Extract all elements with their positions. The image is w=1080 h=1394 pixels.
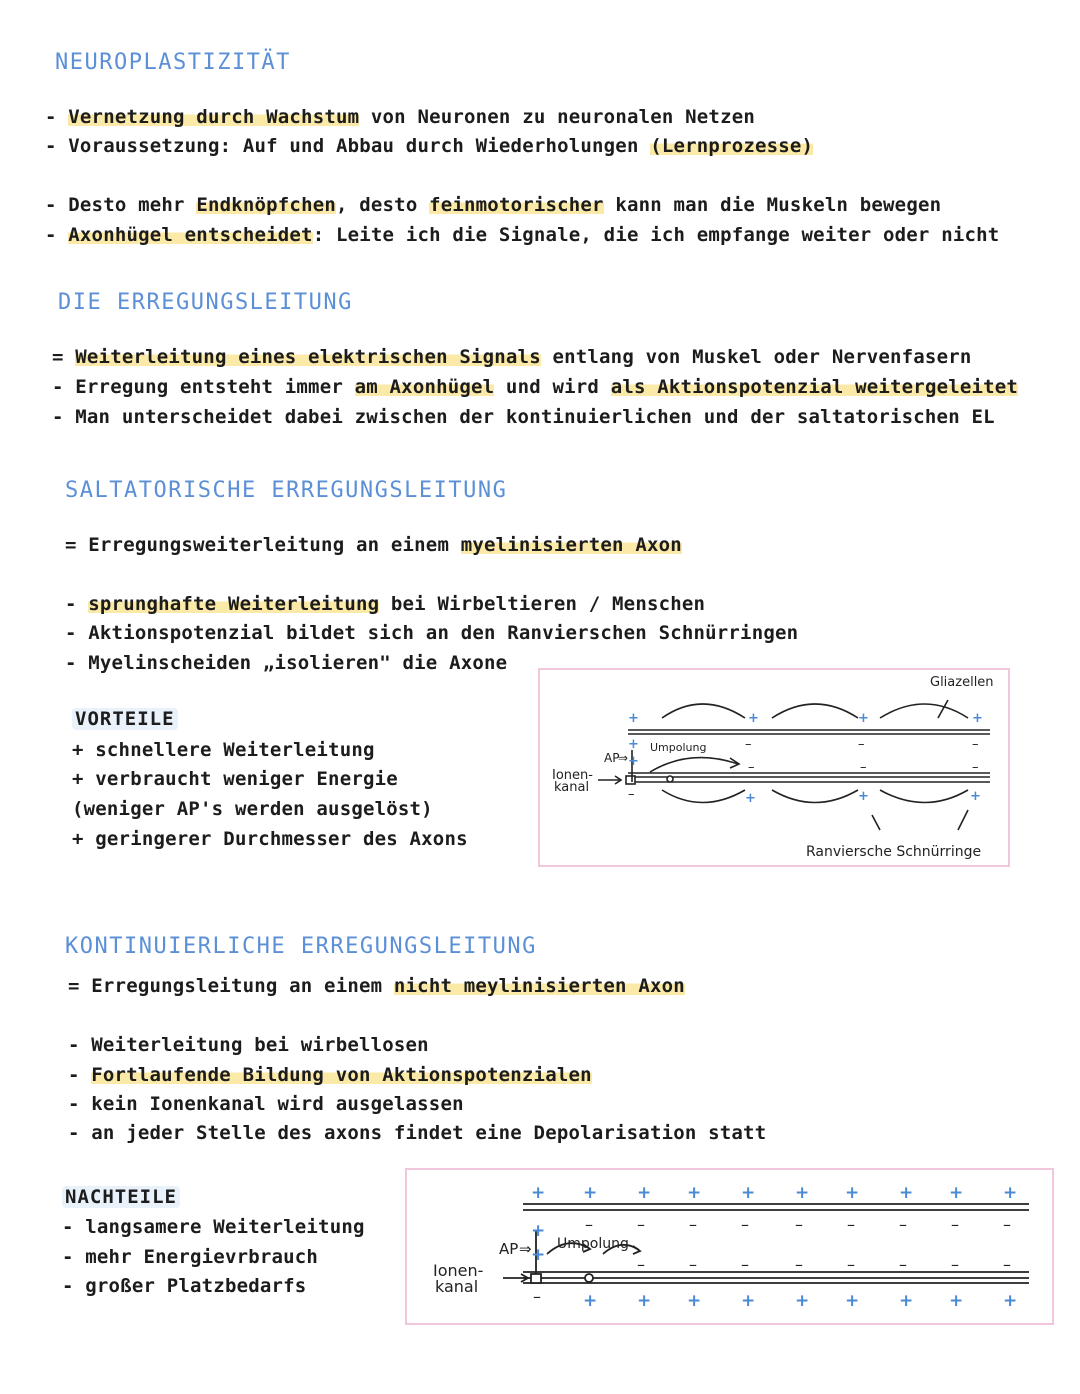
svg-text:–: – — [899, 1255, 907, 1274]
svg-text:+: + — [531, 1183, 546, 1203]
svg-text:+: + — [899, 1183, 914, 1203]
kontinuierlich-line-1: - Weiterleitung bei wirbellosen — [68, 1034, 429, 1056]
svg-text:+: + — [845, 1183, 860, 1203]
svg-text:–: – — [951, 1215, 959, 1234]
svg-text:–: – — [637, 1255, 645, 1274]
svg-text:+: + — [628, 711, 639, 726]
svg-text:+: + — [845, 1291, 860, 1311]
neuro-line-1: - Vernetzung durch Wachstum von Neuronen zu neuronalen Netzen — [45, 106, 755, 128]
nachteil-2: - mehr Energievrbrauch — [62, 1246, 319, 1268]
svg-text:–: – — [1003, 1255, 1011, 1274]
svg-text:–: – — [847, 1255, 855, 1274]
erregungsleitung-heading: DIE ERREGUNGSLEITUNG — [58, 290, 353, 315]
vorteil-4: + geringerer Durchmesser des Axons — [72, 828, 468, 850]
vorteil-1: + schnellere Weiterleitung — [72, 739, 375, 761]
vorteil-2: + verbraucht weniger Energie — [72, 768, 398, 790]
svg-text:+: + — [748, 711, 759, 726]
svg-text:–: – — [689, 1255, 697, 1274]
svg-text:–: – — [745, 737, 752, 752]
svg-text:+: + — [858, 789, 869, 804]
svg-text:+: + — [637, 1183, 652, 1203]
svg-text:–: – — [637, 1215, 645, 1234]
svg-text:–: – — [628, 787, 635, 802]
svg-text:+: + — [628, 737, 639, 752]
kontinuierlich-line-3: - kein Ionenkanal wird ausgelassen — [68, 1093, 464, 1115]
svg-text:–: – — [748, 760, 755, 775]
continuous-diagram-svg — [407, 1170, 1052, 1323]
svg-text:⇒: ⇒ — [519, 1240, 532, 1258]
kontinuierlich-line-2: - Fortlaufende Bildung von Aktionspotenzialen — [68, 1064, 592, 1086]
saltatory-diagram — [538, 668, 1010, 867]
svg-text:+: + — [1003, 1183, 1018, 1203]
vorteile-title: VORTEILE — [72, 708, 178, 730]
saltatory-diagram-svg — [540, 670, 1008, 865]
neuro-line-3: - Desto mehr Endknöpfchen, desto feinmotorischer kann man die Muskeln bewegen — [45, 194, 942, 216]
svg-text:+: + — [795, 1183, 810, 1203]
neuro-line-2: - Voraussetzung: Auf und Abbau durch Wiederholungen (Lernprozesse) — [45, 135, 814, 157]
svg-text:+: + — [972, 711, 983, 726]
svg-text:–: – — [795, 1215, 803, 1234]
ap-label: AP — [604, 751, 620, 765]
svg-text:–: – — [533, 1287, 541, 1306]
svg-text:–: – — [795, 1255, 803, 1274]
nachteil-1: - langsamere Weiterleitung — [62, 1216, 365, 1238]
cont-ionenkanal-label-2: kanal — [435, 1277, 479, 1296]
svg-text:+: + — [858, 711, 869, 726]
svg-text:+: + — [745, 791, 756, 806]
svg-text:+: + — [1003, 1291, 1018, 1311]
cont-ionenkanal-label-1: Ionen- — [433, 1261, 484, 1280]
svg-text:–: – — [741, 1255, 749, 1274]
svg-text:–: – — [689, 1215, 697, 1234]
vorteil-3: (weniger AP's werden ausgelöst) — [72, 798, 433, 820]
svg-text:–: – — [951, 1255, 959, 1274]
saltatorisch-line-3: - Myelinscheiden „isolieren" die Axone — [65, 652, 508, 674]
saltatorisch-line-2: - Aktionspotenzial bildet sich an den Ranvierschen Schnürringen — [65, 622, 799, 644]
svg-text:+: + — [899, 1291, 914, 1311]
svg-text:–: – — [899, 1215, 907, 1234]
nachteile-title: NACHTEILE — [62, 1186, 180, 1208]
continuous-diagram — [405, 1168, 1054, 1325]
erregung-line-1: = Weiterleitung eines elektrischen Signals entlang von Muskel oder Nervenfasern — [52, 346, 972, 368]
svg-text:–: – — [860, 760, 867, 775]
svg-text:+: + — [531, 1245, 546, 1265]
svg-text:–: – — [858, 737, 865, 752]
svg-text:–: – — [972, 737, 979, 752]
svg-text:–: – — [972, 760, 979, 775]
svg-text:+: + — [741, 1183, 756, 1203]
neuroplastizitaet-heading: NEUROPLASTIZITÄT — [55, 50, 291, 75]
nachteil-3: - großer Platzbedarfs — [62, 1275, 307, 1297]
svg-text:+: + — [795, 1291, 810, 1311]
gliazellen-label: Gliazellen — [930, 675, 994, 690]
svg-text:+: + — [949, 1183, 964, 1203]
cont-umpolung-label: Umpolung — [557, 1236, 629, 1252]
ranvier-label: Ranviersche Schnürringe — [806, 844, 982, 860]
svg-text:+: + — [970, 789, 981, 804]
svg-text:–: – — [585, 1215, 593, 1234]
erregung-line-2: - Erregung entsteht immer am Axonhügel und wird als Aktionspotenzial weitergeleitet — [52, 376, 1019, 398]
svg-text:–: – — [847, 1215, 855, 1234]
svg-text:+: + — [741, 1291, 756, 1311]
umpolung-label: Umpolung — [650, 741, 707, 754]
svg-text:+: + — [531, 1221, 546, 1241]
kontinuierliche-heading: KONTINUIERLICHE ERREGUNGSLEITUNG — [65, 934, 537, 959]
svg-text:–: – — [741, 1215, 749, 1234]
svg-text:+: + — [687, 1291, 702, 1311]
svg-text:+: + — [949, 1291, 964, 1311]
svg-text:+: + — [583, 1183, 598, 1203]
svg-text:–: – — [1003, 1215, 1011, 1234]
svg-text:+: + — [628, 754, 639, 769]
neuro-line-4: - Axonhügel entscheidet: Leite ich die Signale, die ich empfange weiter oder nicht — [45, 224, 1000, 246]
ionenkanal-label-2: kanal — [554, 780, 590, 795]
cont-ap-label: AP — [499, 1240, 519, 1258]
saltatorisch-definition: = Erregungsweiterleitung an einem myelinisierten Axon — [65, 534, 682, 556]
erregung-line-3: - Man unterscheidet dabei zwischen der kontinuierlichen und der saltatorischen EL — [52, 406, 995, 428]
saltatorische-heading: SALTATORISCHE ERREGUNGSLEITUNG — [65, 478, 508, 503]
ionenkanal-label-1: Ionen- — [552, 768, 593, 783]
kontinuierlich-line-4: - an jeder Stelle des axons findet eine Depolarisation statt — [68, 1122, 767, 1144]
saltatorisch-line-1: - sprunghafte Weiterleitung bei Wirbeltieren / Menschen — [65, 593, 706, 615]
svg-text:+: + — [637, 1291, 652, 1311]
svg-text:+: + — [687, 1183, 702, 1203]
svg-text:⇒: ⇒ — [618, 751, 629, 765]
kontinuierlich-definition: = Erregungsleitung an einem nicht meylinisierten Axon — [68, 975, 685, 997]
svg-text:+: + — [583, 1291, 598, 1311]
